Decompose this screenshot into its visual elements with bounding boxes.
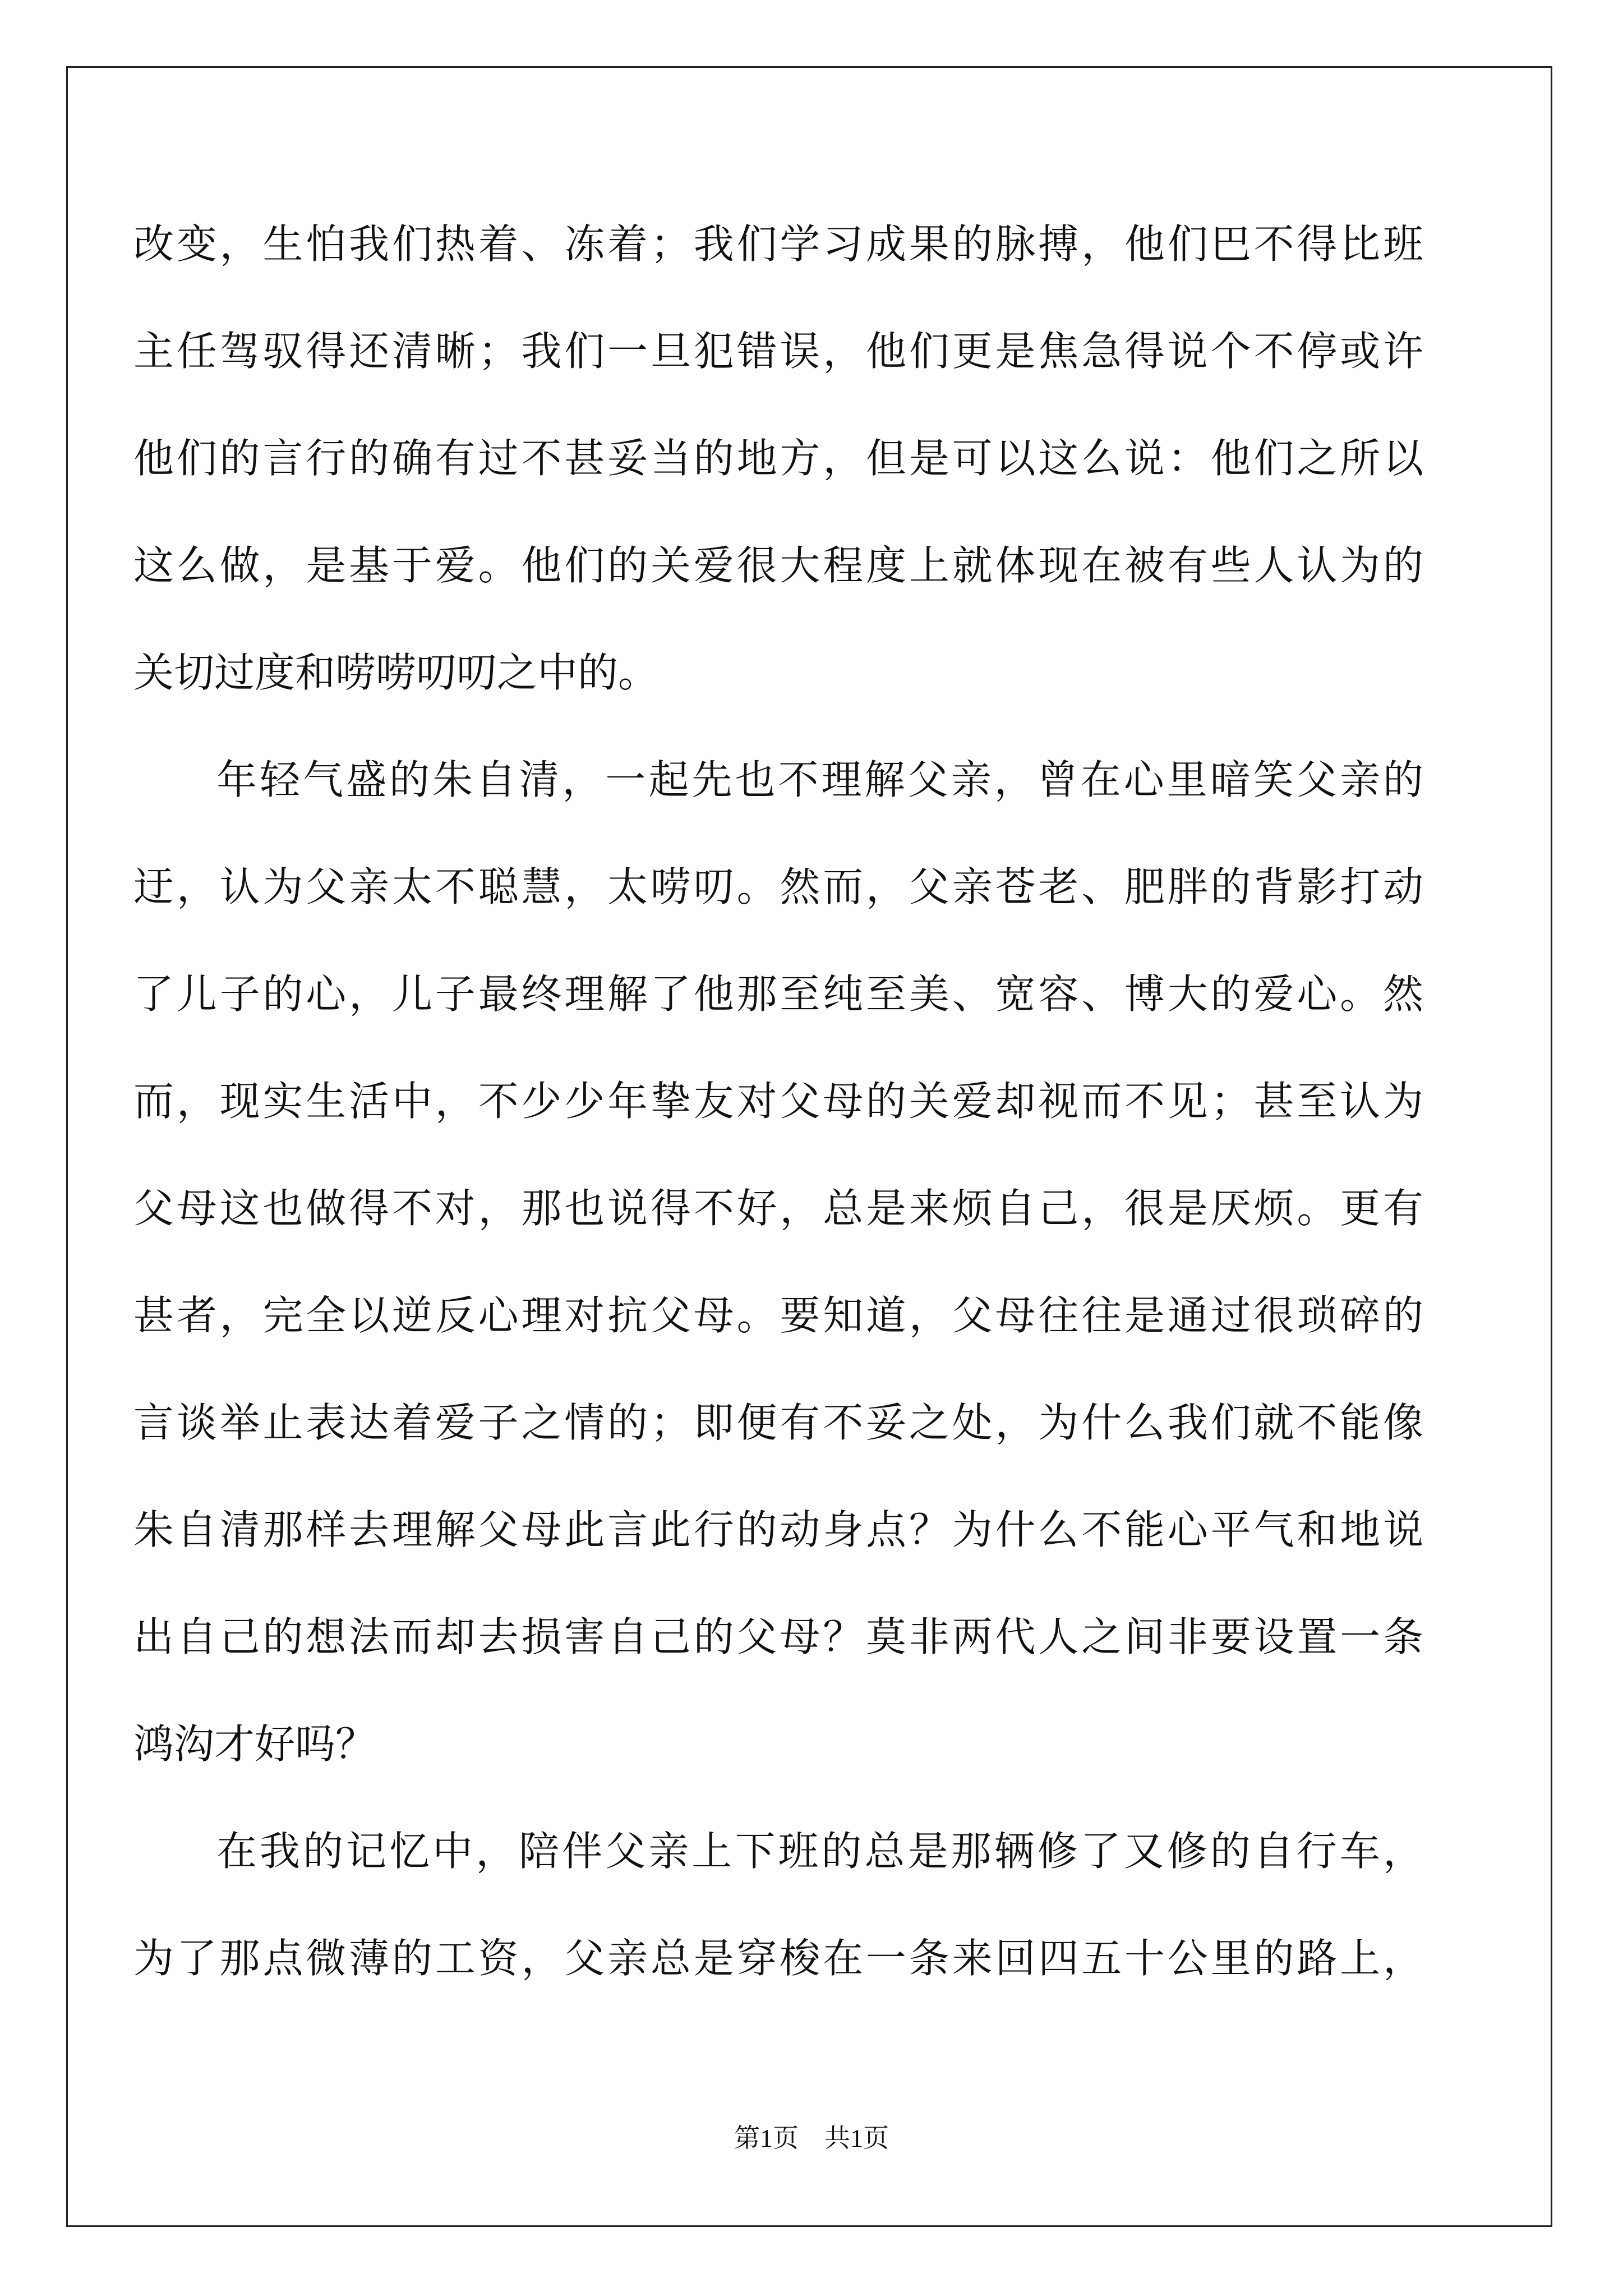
text-line: 关切过度和唠唠叨叨之中的。: [133, 649, 659, 696]
text-line: 而，现实生活中，不少少年挚友对父母的关爱却视而不见；甚至认为: [133, 1078, 1423, 1125]
text-line: 在我的记忆中，陪伴父亲上下班的总是那辆修了又修的自行车，: [216, 1828, 1423, 1875]
text-line: 改变，生怕我们热着、冻着；我们学习成果的脉搏，他们巴不得比班: [133, 220, 1423, 268]
text-line: 他们的言行的确有过不甚妥当的地方，但是可以这么说：他们之所以: [133, 435, 1423, 482]
text-line: 出自己的想法而却去损害自己的父母？莫非两代人之间非要设置一条: [133, 1613, 1423, 1660]
text-line: 了儿子的心，儿子最终理解了他那至纯至美、宽容、博大的爱心。然: [133, 970, 1423, 1018]
text-line: 为了那点微薄的工资，父亲总是穿梭在一条来回四五十公里的路上，: [133, 1935, 1423, 1982]
text-line: 甚者，完全以逆反心理对抗父母。要知道，父母往往是通过很琐碎的: [133, 1292, 1423, 1339]
text-line: 言谈举止表达着爱子之情的；即便有不妥之处，为什么我们就不能像: [133, 1399, 1423, 1446]
page-footer: [0, 2118, 1623, 2155]
text-line: 年轻气盛的朱自清，一起先也不理解父亲，曾在心里暗笑父亲的: [216, 756, 1423, 803]
paragraph: [133, 1798, 1423, 2012]
text-line: 父母这也做得不对，那也说得不好，总是来烦自己，很是厌烦。更有: [133, 1185, 1423, 1232]
text-line: 鸿沟才好吗？: [133, 1720, 376, 1768]
text-line: 这么做，是基于爱。他们的关爱很大程度上就体现在被有些人认为的: [133, 542, 1423, 589]
text-line: 主任驾驭得还清晰；我们一旦犯错误，他们更是焦急得说个不停或许: [133, 328, 1423, 375]
text-line: 朱自清那样去理解父母此言此行的动身点？为什么不能心平气和地说: [133, 1506, 1423, 1553]
paragraph: [133, 191, 1423, 726]
document-body: [133, 191, 1423, 2012]
page-total: 共1页: [824, 2124, 889, 2152]
page-number: 第1页: [734, 2124, 799, 2152]
paragraph: [133, 726, 1423, 1798]
text-line: 迂，认为父亲太不聪慧，太唠叨。然而，父亲苍老、肥胖的背影打动: [133, 863, 1423, 910]
